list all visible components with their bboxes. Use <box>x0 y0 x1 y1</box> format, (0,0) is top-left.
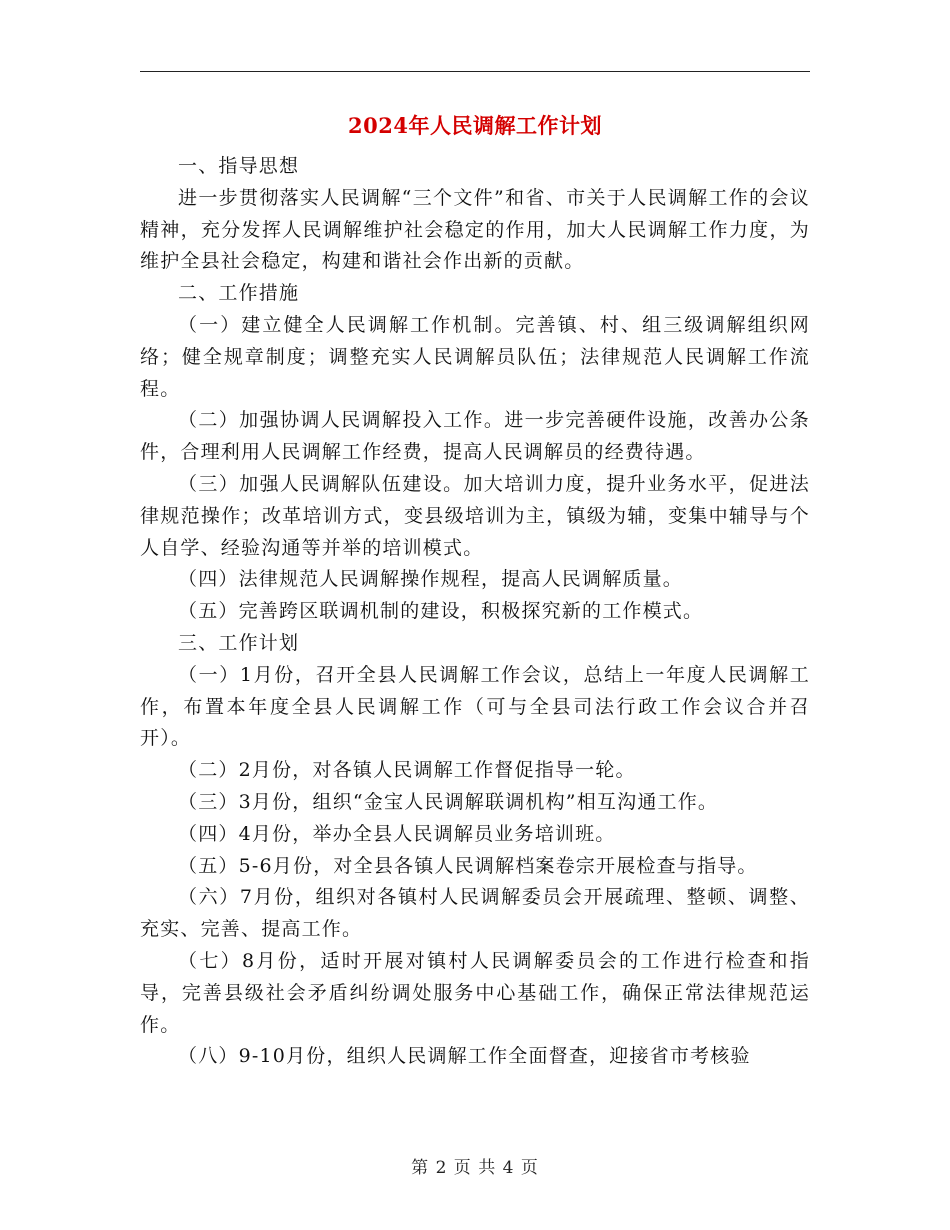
paragraph: （一）1月份，召开全县人民调解工作会议，总结上一年度人民调解工作，布置本年度全县人民调解工作（可与全县司法行政工作会议合并召开）。 <box>140 663 810 750</box>
paragraph: （五）完善跨区联调机制的建设，积极探究新的工作模式。 <box>178 600 704 623</box>
header-rule <box>140 71 810 72</box>
paragraph: （一）建立健全人民调解工作机制。完善镇、村、组三级调解组织网络；健全规章制度；调整充实人民调解员队伍；法律规范人民调解工作流程。 <box>140 313 810 400</box>
paragraph: （四）4月份，举办全县人民调解员业务培训班。 <box>178 822 616 845</box>
page-number-footer: 第 2 页 共 4 页 <box>411 1158 539 1178</box>
section-heading-work-plan: 三、工作计划 <box>178 631 300 654</box>
paragraph: （六）7月份，组织对各镇村人民调解委员会开展疏理、整顿、调整、充实、完善、提高工作。 <box>140 886 810 941</box>
paragraph: 进一步贯彻落实人民调解“三个文件”和省、市关于人民调解工作的会议精神，充分发挥人民调解维护社会稳定的作用，加大人民调解工作力度，为维护全县社会稳定，构建和谐社会作出新的贡献。 <box>140 186 810 273</box>
paragraph: （七）8月份，适时开展对镇村人民调解委员会的工作进行检查和指导，完善县级社会矛盾纠纷调处服务中心基础工作，确保正常法律规范运作。 <box>140 949 810 1036</box>
paragraph: （三）加强人民调解队伍建设。加大培训力度，提升业务水平，促进法律规范操作；改革培训方式，变县级培训为主，镇级为辅，变集中辅导与个人自学、经验沟通等并举的培训模式。 <box>140 472 810 559</box>
document-title: 2024年人民调解工作计划 <box>348 113 602 138</box>
paragraph: （三）3月份，组织“金宝人民调解联调机构”相互沟通工作。 <box>178 790 719 813</box>
paragraph: （五）5-6月份，对全县各镇人民调解档案卷宗开展检查与指导。 <box>178 854 758 877</box>
section-heading-work-measures: 二、工作措施 <box>178 282 300 305</box>
paragraph: （二）2月份，对各镇人民调解工作督促指导一轮。 <box>178 759 636 782</box>
section-heading-guiding-ideology: 一、指导思想 <box>178 155 300 177</box>
paragraph: （二）加强协调人民调解投入工作。进一步完善硬件设施，改善办公条件，合理利用人民调解工作经费，提高人民调解员的经费待遇。 <box>140 409 810 464</box>
document-body <box>140 151 810 1073</box>
paragraph: （八）9-10月份，组织人民调解工作全面督查，迎接省市考核验 <box>178 1045 751 1068</box>
paragraph: （四）法律规范人民调解操作规程，提高人民调解质量。 <box>178 568 684 591</box>
